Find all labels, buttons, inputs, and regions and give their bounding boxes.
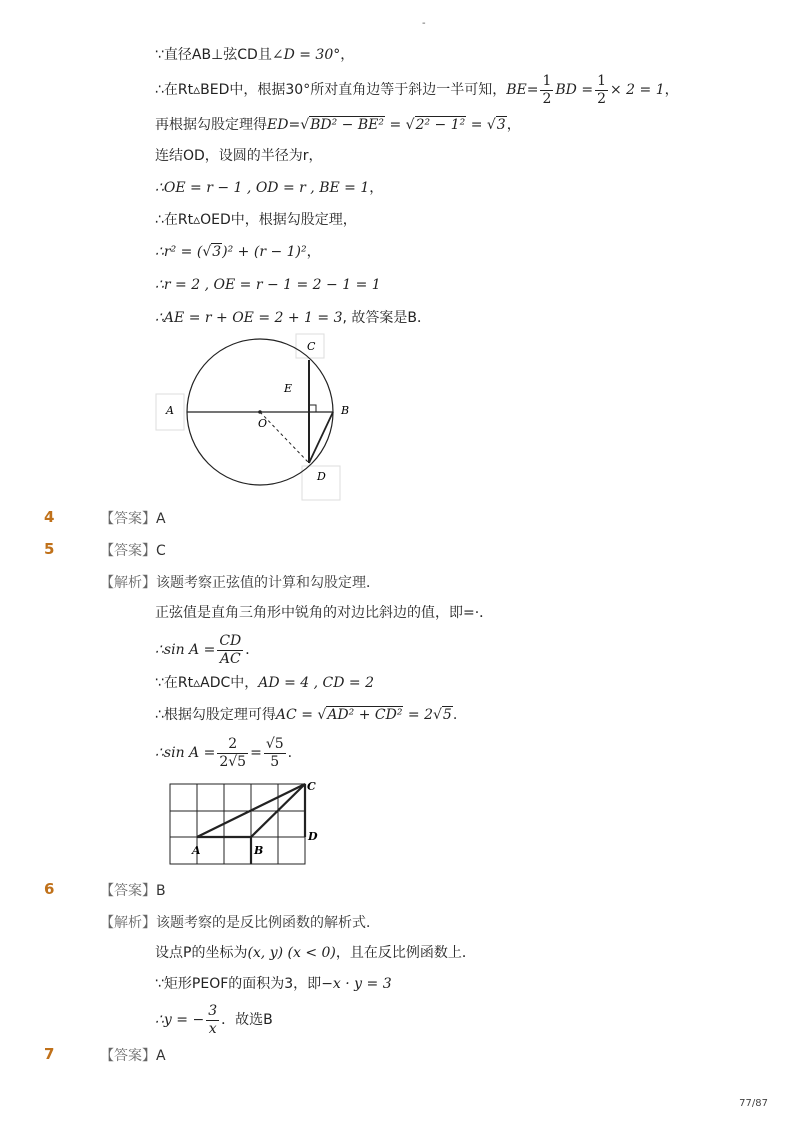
sol-line-5: ∴OE = r − 1 , OD = r , BE = 1， xyxy=(155,180,384,196)
question-number-7: 7 xyxy=(44,1045,55,1063)
answer-5: 【答案】C xyxy=(100,543,166,559)
sol-line-2: ∴在Rt▵BED中，根据30°所对直角边等于斜边一半可知，BE= $\frac{1}{2}$ BD = $\frac{1}{2}$ × 2 = 1， xyxy=(155,72,679,107)
sol-line-9: ∴AE = r + OE = 2 + 1 = 3, 故答案是B． xyxy=(155,310,432,326)
grid-figure xyxy=(165,778,325,868)
label-C: C xyxy=(307,340,316,353)
analysis-6: 【解析】该题考察的是反比例函数的解析式． xyxy=(100,915,380,931)
question-number-5: 5 xyxy=(44,540,55,558)
label-B: B xyxy=(254,844,264,857)
sol-line-8: ∴r = 2 , OE = r − 1 = 2 − 1 = 1 xyxy=(155,277,381,293)
q5-line-3: ∵在Rt▵ADC中，AD = 4 , CD = 2 xyxy=(155,675,374,691)
analysis-5: 【解析】该题考察正弦值的计算和勾股定理． xyxy=(100,575,380,591)
label-C: C xyxy=(307,780,316,793)
label-B: B xyxy=(341,404,350,417)
page-number: 77/87 xyxy=(739,1098,768,1109)
question-number-6: 6 xyxy=(44,880,55,898)
answer-4: 【答案】A xyxy=(100,511,166,527)
circle-figure xyxy=(150,332,370,502)
question-number-4: 4 xyxy=(44,508,55,526)
answer-6: 【答案】B xyxy=(100,883,166,899)
q5-line-5: ∴sin A = $\frac{2}{2√5}$ = $\frac{√5}{5}$ . xyxy=(155,735,293,770)
q6-line-1: 设点P的坐标为(x, y) (x < 0)，且在反比例函数上． xyxy=(155,945,476,961)
answer-7: 【答案】A xyxy=(100,1048,166,1064)
label-D: D xyxy=(317,470,326,483)
q6-line-2: ∵矩形PEOF的面积为3，即−x · y = 3 xyxy=(155,976,392,992)
q5-line-1: 正弦值是直角三角形中锐角的对边比斜边的值，即=·． xyxy=(155,605,494,621)
sol-line-1: ∵直径AB⊥弦CD且∠D = 30°， xyxy=(155,47,355,63)
sol-line-4: 连结OD，设圆的半径为r， xyxy=(155,148,323,164)
q5-line-4: ∴根据勾股定理可得AC = √AD² + CD² = 2√5. xyxy=(155,707,458,723)
label-A: A xyxy=(166,404,174,417)
q5-line-2: ∴sin A = $\frac{CD}{AC}$ ． xyxy=(155,632,260,667)
label-D: D xyxy=(308,830,318,843)
label-O: O xyxy=(258,417,268,430)
label-E: E xyxy=(284,382,293,395)
label-A: A xyxy=(192,844,201,857)
header-mark: - xyxy=(422,18,426,29)
sol-line-3: 再根据勾股定理得ED=√BD² − BE² = √2² − 1² = √3， xyxy=(155,117,521,133)
q6-line-3: ∴y = − $\frac{3}{x}$ ．故选B xyxy=(155,1002,273,1037)
sol-line-6: ∴在Rt▵OED中，根据勾股定理， xyxy=(155,212,357,228)
sol-line-7: ∴r² = (√3)² + (r − 1)²， xyxy=(155,244,321,260)
